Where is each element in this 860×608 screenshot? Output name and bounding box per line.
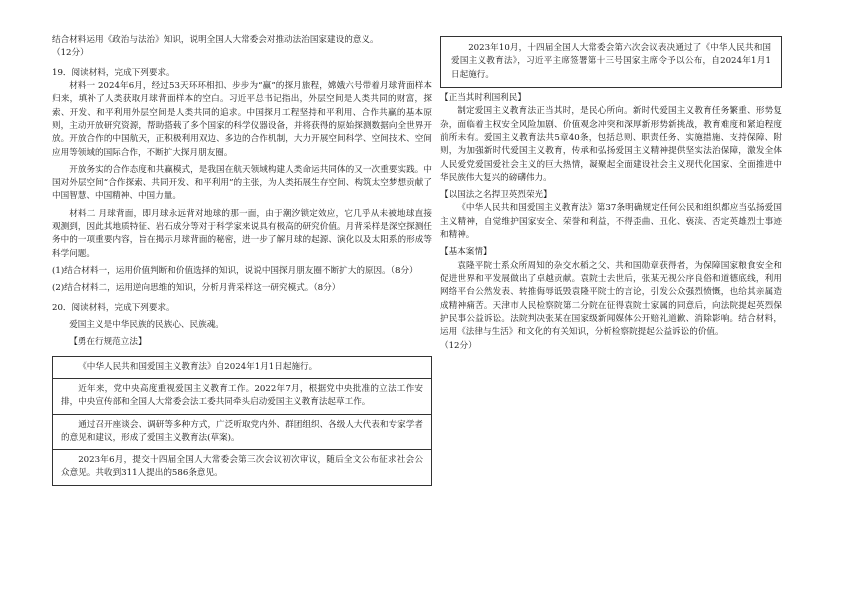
q20-process-text-2: 通过召开座谈会、调研等多种方式，广泛听取党内外、群团组织、各级人大代表和专家学者的意见和建议，形成了爱国主义教育法(草案)。: [61, 419, 423, 443]
q20-process-text-1: 近年来，党中央高度重视爱国主义教育工作。2022年7月，根据党中央批准的立法工作安排，中央宣传部和全国人大常委会法工委共同牵头启动爱国主义教育法起草工作。: [61, 383, 423, 408]
q20-enactment-box: [440, 36, 782, 88]
q19-subquestion-1: (1)结合材料一，运用价值判断和价值选择的知识，说说中国探月朋友圈不断扩大的原因。（8分）: [52, 266, 418, 276]
question-18-score: （12分）: [52, 48, 89, 59]
q20-process-text-3: 2023年6月，提交十四届全国人大常委会第三次会议初次审议，随后全文公布征求社会公众意见。共收到311人提出的586条意见。: [61, 455, 423, 479]
q20-paragraph-case: 袁隆平院士系众所周知的杂交水稻之父、共和国勋章获得者，为保障国家粮食安全和促进世界和平发展做出了卓越贡献。袁院士去世后，张某无视公序良俗和道德底线，利用网络平台公然发表、转推侮辱诋毁袁隆平院士的言论，引发公众强烈愤慨，也给其亲属造成精神痛苦。天津市人民检察院第二分院在征得袁院士家属的同意后，向法院提起英烈保护民事公益诉讼。法院判决张某在国家级新闻媒体公开赔礼道歉、消除影响。结合材料，运用《法律与生活》和文化的有关知识，分析检察院提起公益诉讼的价值。: [440, 260, 782, 338]
q20-section-heading-2: 【正当其时利国利民】: [440, 92, 526, 103]
q20-lead: 爱国主义是中华民族的民族心、民族魂。: [69, 319, 224, 330]
right-column: [440, 36, 782, 353]
q19-material-1: 材料一 2024年6月，经过53天环环相扣、步步为“赢”的探月旅程，嫦娥六号带着月球背面样本归来，填补了人类获取月球背面样本的空白。习近平总书记指出，外层空间是人类共同的财富，探索、开发、和平利用外层空间是人类共同的追求。中国探月工程坚持和平利用、合作共赢的基本原则，主动开放研究资源，帮助搭载了多个国家的科学仪器设备，并将获得的原始探测数据向全世界开放。开放合作的中国航天，正积极利用双边、多边的合作机制，大力开展空间科学、空间技术、空间应用等领域的国际合作，不断扩大探月朋友圈。: [52, 80, 432, 158]
left-column: [52, 34, 432, 486]
question-20-title: 20．阅读材料，完成下列要求。: [52, 302, 175, 313]
question-18-prompt: 结合材料运用《政治与法治》知识，说明全国人大常委会对推动法治国家建设的意义。: [52, 35, 379, 45]
question-19-title: 19．阅读材料，完成下列要求。: [52, 67, 175, 78]
q20-paragraph-article-37: 《中华人民共和国爱国主义教育法》第37条明确规定任何公民和组织都应当弘扬爱国主义精神，自觉维护国家安全、荣誉和利益，不得歪曲、丑化、亵渎、否定英雄烈士事迹和精神。: [440, 203, 782, 241]
q20-section-heading-3: 【以国法之名捍卫英烈荣光】: [440, 190, 552, 201]
q20-process-box-3: [52, 450, 432, 486]
q20-legislation-box-stack: [52, 356, 432, 486]
q19-material-2: 材料二 月球背面，即月球永远背对地球的那一面，由于潮汐锁定效应，它几乎从未被地球直接观测到，因此其地质特征、岩石成分等对于科学家来说具有极高的研究价值。月背采样是深空探测任务中的一项重要内容，旨在揭示月球背面的秘密，进一步了解月球的起源、演化以及太阳系的形成等科学问题。: [52, 208, 432, 259]
q20-paragraph-timely: 制定爱国主义教育法正当其时，是民心所向。新时代爱国主义教育任务繁重、形势复杂，面临着主权安全风险加剧、价值观念冲突和深厚新形势新挑战，教育难度和紧迫程度前所未有。爱国主义教育法共5章40条，包括总则、职责任务、实施措施、支持保障、附则，为加强新时代爱国主义教育，传承和弘扬爱国主义精神提供坚实法治保障，激发全体人民爱党爱国爱社会主义的巨大热情，凝聚起全面建设社会主义现代化国家、全面推进中华民族伟大复兴的磅礴伟力。: [440, 106, 782, 183]
q20-law-title-box: [52, 356, 432, 379]
q20-process-box-2: [52, 415, 432, 451]
q20-section-heading-1: 【勇在行规范立法】: [69, 337, 147, 348]
question-18-tail: [52, 34, 432, 61]
q19-subquestion-2: (2)结合材料二，运用逆向思维的知识，分析月背采样这一研究模式。（8分）: [52, 283, 341, 294]
q20-enactment-text: 2023年10月，十四届全国人大常委会第六次会议表决通过了《中华人民共和国爱国主义教育法》，习近平主席签署第十三号国家主席令予以公布，自2024年1月1日起施行。: [451, 43, 771, 80]
q20-law-title: 《中华人民共和国爱国主义教育法》自2024年1月1日起施行。: [78, 361, 318, 372]
q19-material-1-paragraph-2: 开放务实的合作态度和共赢模式，是我国在航天领域构建人类命运共同体的又一次重要实践。中国对外层空间“合作探索、共同开发、和平利用”的主张，为人类拓展生存空间、构筑太空梦想贡献了中国智慧、中国精神、中国力量。: [52, 164, 432, 202]
q20-score: （12分）: [440, 340, 477, 351]
q20-section-heading-4: 【基本案情】: [440, 247, 492, 258]
q20-process-box-1: [52, 379, 432, 415]
